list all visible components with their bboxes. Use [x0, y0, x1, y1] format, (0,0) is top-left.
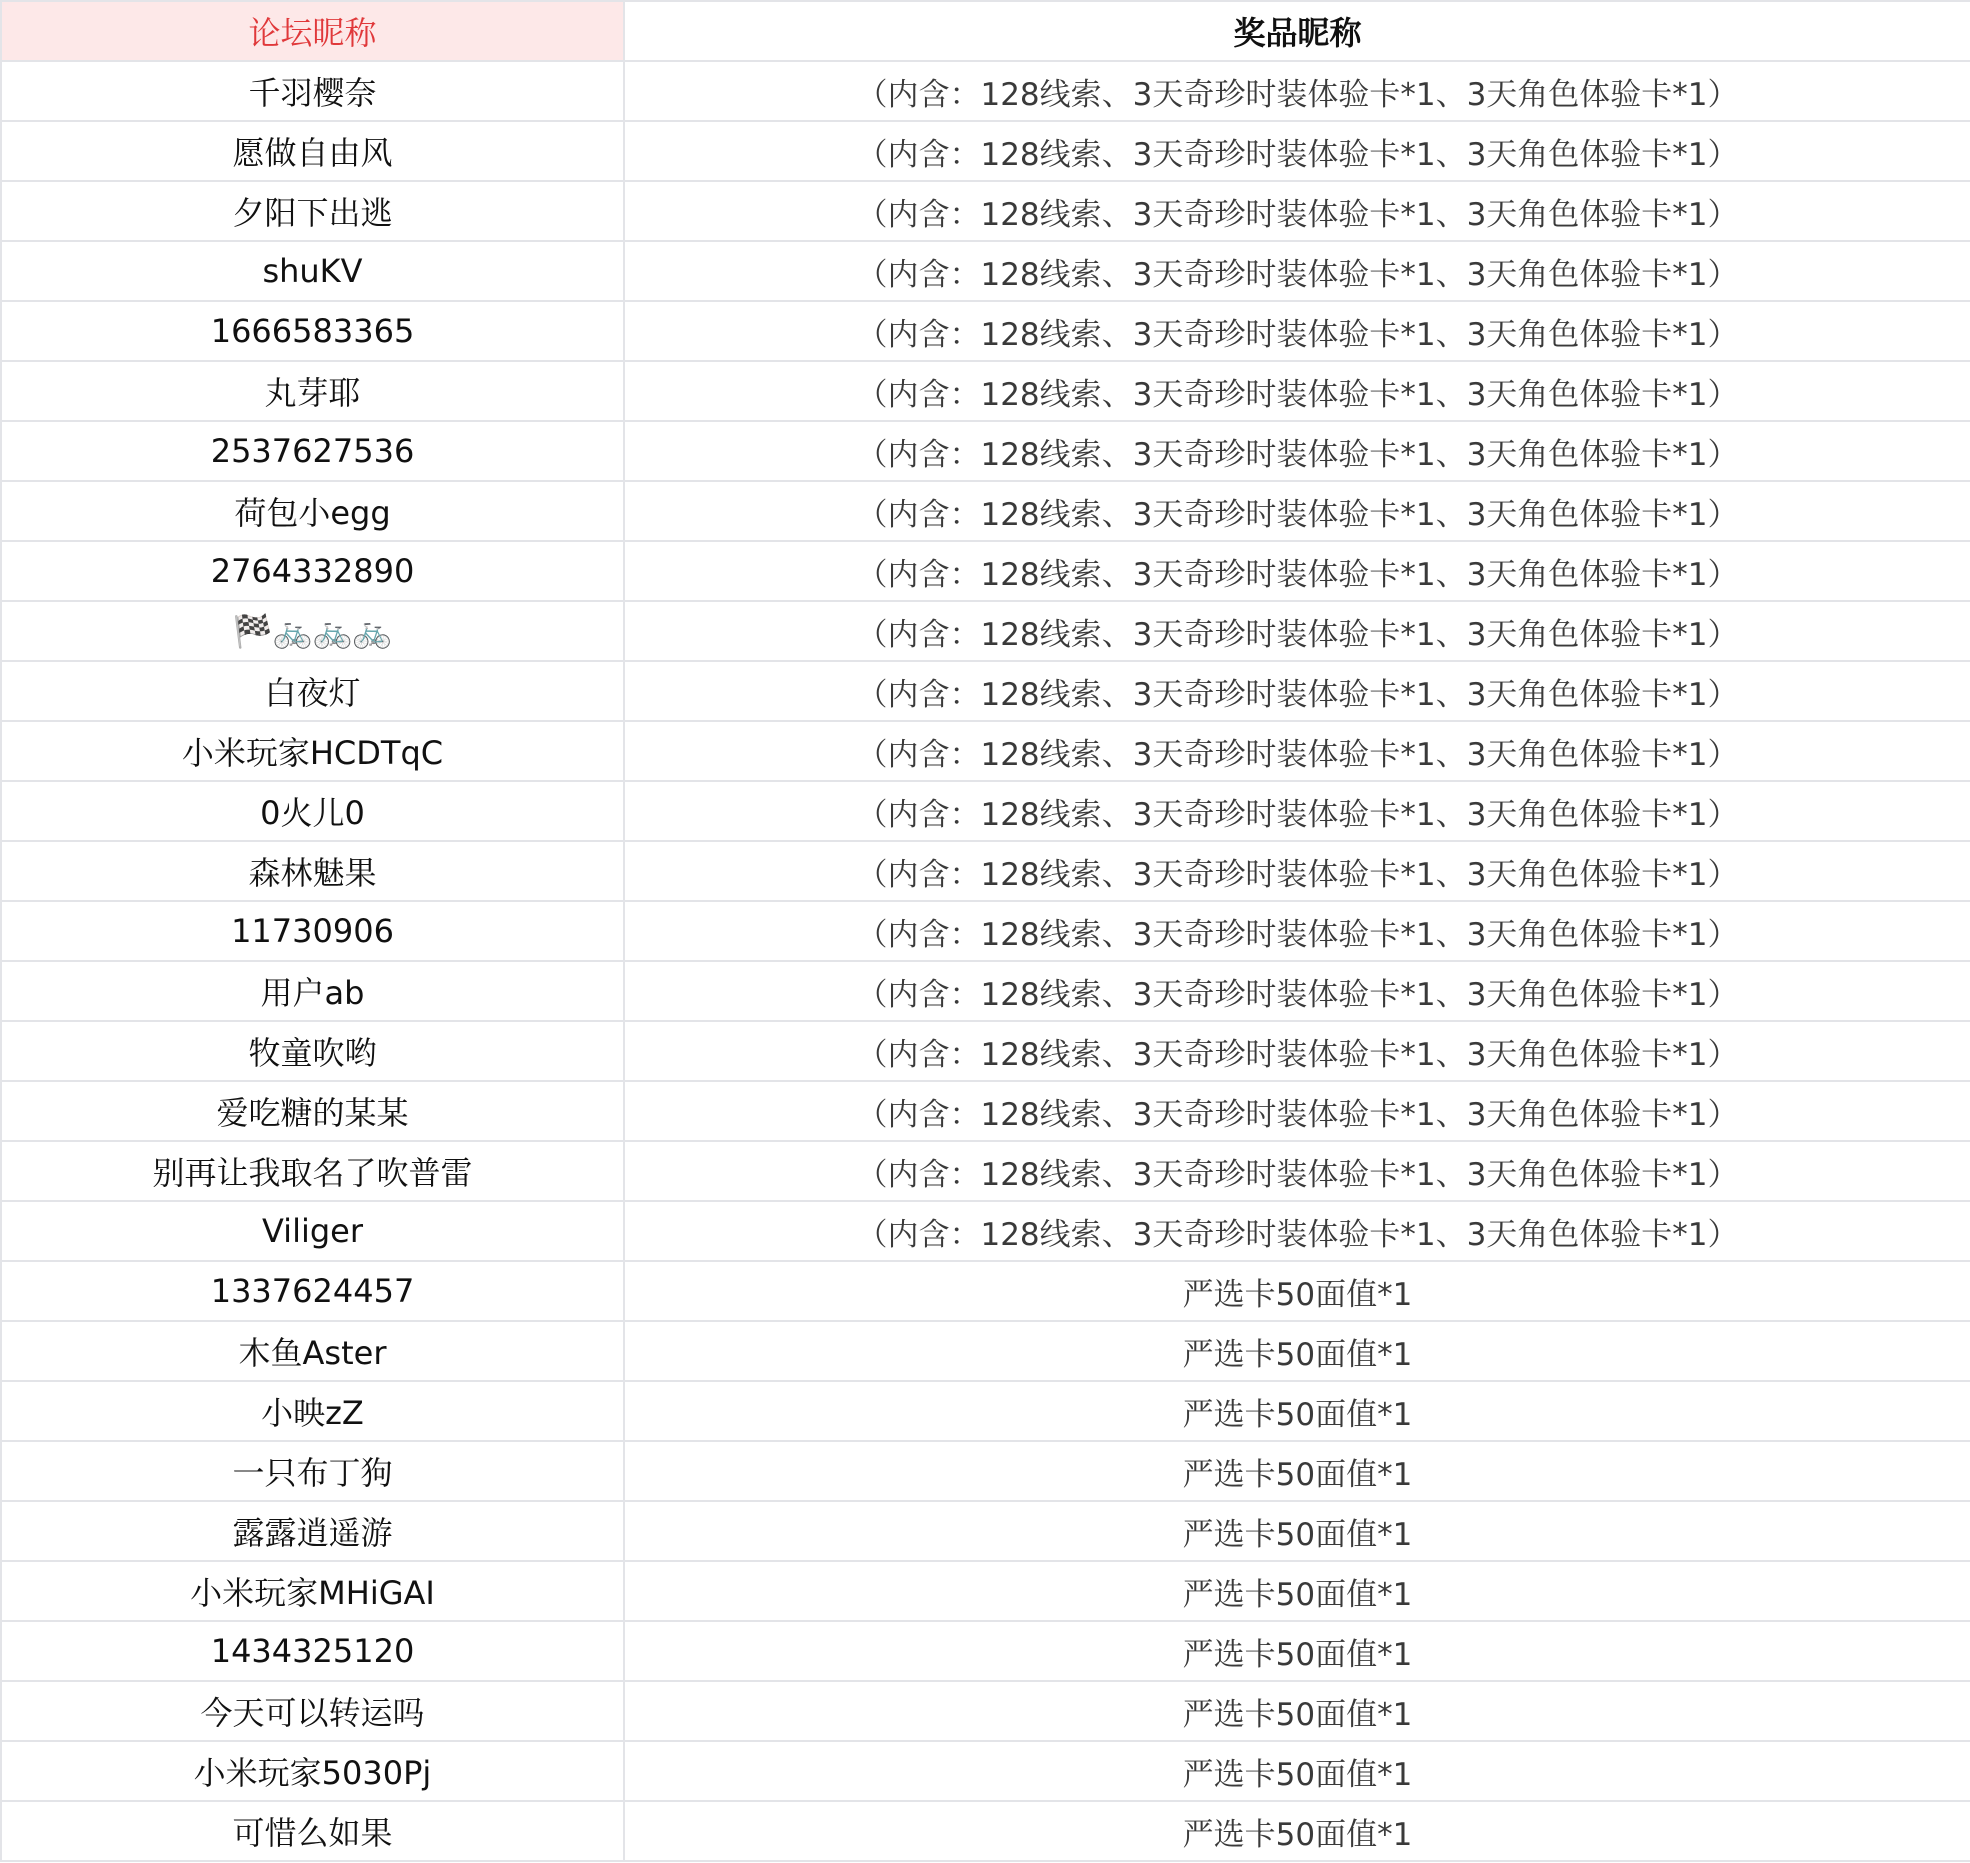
nickname-cell: 11730906 — [1, 901, 624, 961]
header-forum-nickname: 论坛昵称 — [1, 1, 624, 61]
prize-cell: （内含：128线索、3天奇珍时装体验卡*1、3天角色体验卡*1） — [624, 601, 1970, 661]
prize-cell: （内含：128线索、3天奇珍时装体验卡*1、3天角色体验卡*1） — [624, 361, 1970, 421]
table-row — [1, 1441, 1970, 1501]
prize-cell: 严选卡50面值*1 — [624, 1441, 1970, 1501]
prize-cell: （内含：128线索、3天奇珍时装体验卡*1、3天角色体验卡*1） — [624, 1081, 1970, 1141]
prize-cell: （内含：128线索、3天奇珍时装体验卡*1、3天角色体验卡*1） — [624, 541, 1970, 601]
table-row — [1, 901, 1970, 961]
table-row — [1, 1801, 1970, 1861]
nickname-cell: 可惜么如果 — [1, 1801, 624, 1861]
table-row — [1, 181, 1970, 241]
prize-cell: （内含：128线索、3天奇珍时装体验卡*1、3天角色体验卡*1） — [624, 1021, 1970, 1081]
table-row — [1, 61, 1970, 121]
nickname-cell: 小米玩家MHiGAI — [1, 1561, 624, 1621]
nickname-cell: 荷包小egg — [1, 481, 624, 541]
table-row — [1, 241, 1970, 301]
prize-cell: 严选卡50面值*1 — [624, 1681, 1970, 1741]
nickname-cell: 森林魅果 — [1, 841, 624, 901]
table-row — [1, 1201, 1970, 1261]
table-row — [1, 361, 1970, 421]
nickname-cell: shuKV — [1, 241, 624, 301]
prize-cell: 严选卡50面值*1 — [624, 1561, 1970, 1621]
prize-cell: （内含：128线索、3天奇珍时装体验卡*1、3天角色体验卡*1） — [624, 1141, 1970, 1201]
nickname-cell: 白夜灯 — [1, 661, 624, 721]
prize-cell: （内含：128线索、3天奇珍时装体验卡*1、3天角色体验卡*1） — [624, 61, 1970, 121]
table-row — [1, 1681, 1970, 1741]
nickname-cell: 2764332890 — [1, 541, 624, 601]
table-row — [1, 961, 1970, 1021]
table-row — [1, 1141, 1970, 1201]
prize-cell: 严选卡50面值*1 — [624, 1261, 1970, 1321]
nickname-cell: 0火儿0 — [1, 781, 624, 841]
table-row — [1, 721, 1970, 781]
nickname-cell: 1434325120 — [1, 1621, 624, 1681]
table-row — [1, 1321, 1970, 1381]
table-row — [1, 121, 1970, 181]
prize-cell: （内含：128线索、3天奇珍时装体验卡*1、3天角色体验卡*1） — [624, 961, 1970, 1021]
header-prize-name: 奖品昵称 — [624, 1, 1970, 61]
table-row — [1, 541, 1970, 601]
table-row — [1, 481, 1970, 541]
prize-cell: （内含：128线索、3天奇珍时装体验卡*1、3天角色体验卡*1） — [624, 301, 1970, 361]
table-body — [1, 61, 1970, 1861]
nickname-cell: 小米玩家5030Pj — [1, 1741, 624, 1801]
nickname-cell: 愿做自由风 — [1, 121, 624, 181]
nickname-cell: 爱吃糖的某某 — [1, 1081, 624, 1141]
table-row — [1, 1081, 1970, 1141]
header-row — [1, 1, 1970, 61]
table-row — [1, 1561, 1970, 1621]
table-row — [1, 1021, 1970, 1081]
nickname-cell: 小米玩家HCDTqC — [1, 721, 624, 781]
nickname-cell: 小映zZ — [1, 1381, 624, 1441]
nickname-cell: 2537627536 — [1, 421, 624, 481]
nickname-cell: 🏁🚲🚲🚲 — [1, 601, 624, 661]
table-row — [1, 1741, 1970, 1801]
nickname-cell: Viliger — [1, 1201, 624, 1261]
prize-cell: 严选卡50面值*1 — [624, 1321, 1970, 1381]
prize-cell: （内含：128线索、3天奇珍时装体验卡*1、3天角色体验卡*1） — [624, 721, 1970, 781]
nickname-cell: 用户ab — [1, 961, 624, 1021]
nickname-cell: 露露逍遥游 — [1, 1501, 624, 1561]
prize-cell: （内含：128线索、3天奇珍时装体验卡*1、3天角色体验卡*1） — [624, 901, 1970, 961]
table-row — [1, 1501, 1970, 1561]
table-row — [1, 421, 1970, 481]
prize-cell: 严选卡50面值*1 — [624, 1501, 1970, 1561]
table-row — [1, 1621, 1970, 1681]
prize-cell: 严选卡50面值*1 — [624, 1801, 1970, 1861]
nickname-cell: 千羽樱奈 — [1, 61, 624, 121]
prize-cell: 严选卡50面值*1 — [624, 1381, 1970, 1441]
nickname-cell: 丸芽耶 — [1, 361, 624, 421]
table-row — [1, 1261, 1970, 1321]
prize-cell: （内含：128线索、3天奇珍时装体验卡*1、3天角色体验卡*1） — [624, 121, 1970, 181]
table-row — [1, 301, 1970, 361]
table-row — [1, 661, 1970, 721]
prize-cell: （内含：128线索、3天奇珍时装体验卡*1、3天角色体验卡*1） — [624, 1201, 1970, 1261]
nickname-cell: 1337624457 — [1, 1261, 624, 1321]
nickname-cell: 夕阳下出逃 — [1, 181, 624, 241]
nickname-cell: 别再让我取名了吹普雷 — [1, 1141, 624, 1201]
nickname-cell: 木鱼Aster — [1, 1321, 624, 1381]
nickname-cell: 今天可以转运吗 — [1, 1681, 624, 1741]
nickname-cell: 一只布丁狗 — [1, 1441, 624, 1501]
prize-cell: 严选卡50面值*1 — [624, 1621, 1970, 1681]
prize-cell: （内含：128线索、3天奇珍时装体验卡*1、3天角色体验卡*1） — [624, 421, 1970, 481]
prize-cell: （内含：128线索、3天奇珍时装体验卡*1、3天角色体验卡*1） — [624, 781, 1970, 841]
prize-cell: 严选卡50面值*1 — [624, 1741, 1970, 1801]
prize-cell: （内含：128线索、3天奇珍时装体验卡*1、3天角色体验卡*1） — [624, 241, 1970, 301]
nickname-cell: 1666583365 — [1, 301, 624, 361]
prize-cell: （内含：128线索、3天奇珍时装体验卡*1、3天角色体验卡*1） — [624, 481, 1970, 541]
table-row — [1, 841, 1970, 901]
table-row — [1, 601, 1970, 661]
table-row — [1, 781, 1970, 841]
nickname-cell: 牧童吹哟 — [1, 1021, 624, 1081]
prize-cell: （内含：128线索、3天奇珍时装体验卡*1、3天角色体验卡*1） — [624, 661, 1970, 721]
table-row — [1, 1381, 1970, 1441]
prize-cell: （内含：128线索、3天奇珍时装体验卡*1、3天角色体验卡*1） — [624, 181, 1970, 241]
prize-cell: （内含：128线索、3天奇珍时装体验卡*1、3天角色体验卡*1） — [624, 841, 1970, 901]
